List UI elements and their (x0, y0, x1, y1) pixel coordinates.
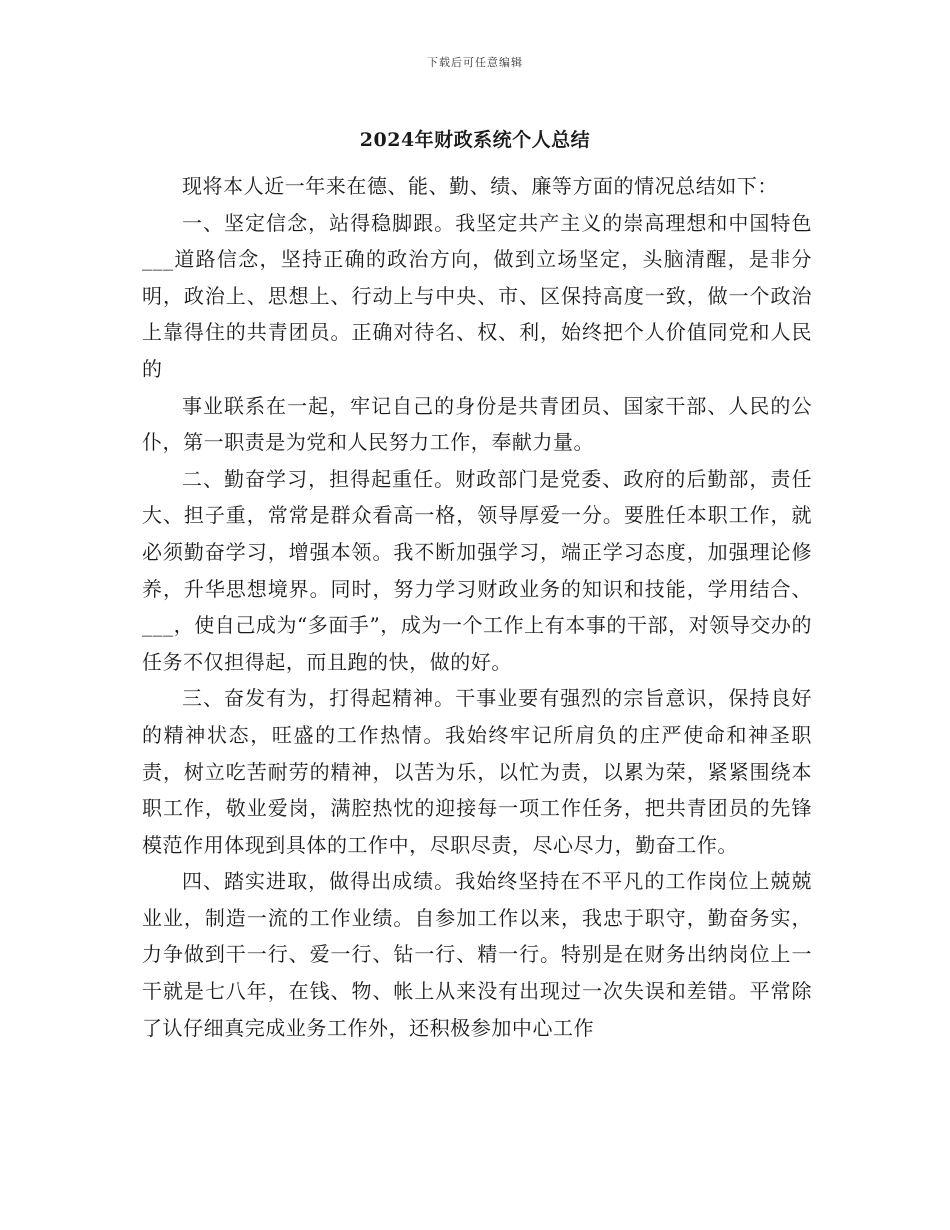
paragraph-section-2: 二、勤奋学习，担得起重任。财政部门是党委、政府的后勤部，责任大、担子重，常常是群众看高一格，领导厚爱一分。要胜任本职工作，就必须勤奋学习，增强本领。我不断加强学习，端正学习态度，加强理论修养，升华思想境界。同时，努力学习财政业务的知识和技能，学用结合、___，使自己成为“多面手”，成为一个工作上有本事的干部，对领导交办的任务不仅担得起，而且跑的快，做的好。 (142, 466, 812, 674)
document-title: 2024年财政系统个人总结 (359, 129, 591, 151)
paragraph-section-4: 四、踏实进取，做得出成绩。我始终坚持在不平凡的工作岗位上兢兢业业，制造一流的工作业绩。自参加工作以来，我忠于职守，勤奋务实，力争做到干一行、爱一行、钻一行、精一行。特别是在财务出纳岗位上一干就是七八年，在钱、物、帐上从来没有出现过一次失误和差错。平常除了认仔细真完成业务工作外，还积极参加中心工作 (142, 869, 812, 1040)
paragraph-section-3: 三、奋发有为，打得起精神。干事业要有强烈的宗旨意识，保持良好的精神状态，旺盛的工作热情。我始终牢记所肩负的庄严使命和神圣职责，树立吃苦耐劳的精神，以苦为乐，以忙为责，以累为荣，紧紧围绕本职工作，敬业爱岗，满腔热忱的迎接每一项工作任务，把共青团员的先锋模范作用体现到具体的工作中，尽职尽责，尽心尽力，勤奋工作。 (142, 686, 812, 857)
paragraph-section-1-cont: 事业联系在一起，牢记自己的身份是共青团员、国家干部、人民的公仆，第一职责是为党和人民努力工作，奉献力量。 (142, 393, 812, 455)
paragraph-section-1: 一、坚定信念，站得稳脚跟。我坚定共产主义的崇高理想和中国特色___道路信念，坚持正确的政治方向，做到立场坚定，头脑清醒，是非分明，政治上、思想上、行动上与中央、市、区保持高度一致，做一个政治上靠得住的共青团员。正确对待名、权、利，始终把个人价值同党和人民的 (142, 210, 812, 381)
paragraph-intro: 现将本人近一年来在德、能、勤、绩、廉等方面的情况总结如下： (182, 174, 778, 198)
header-note: 下载后可任意编辑 (427, 56, 523, 69)
document-body (142, 168, 812, 1046)
